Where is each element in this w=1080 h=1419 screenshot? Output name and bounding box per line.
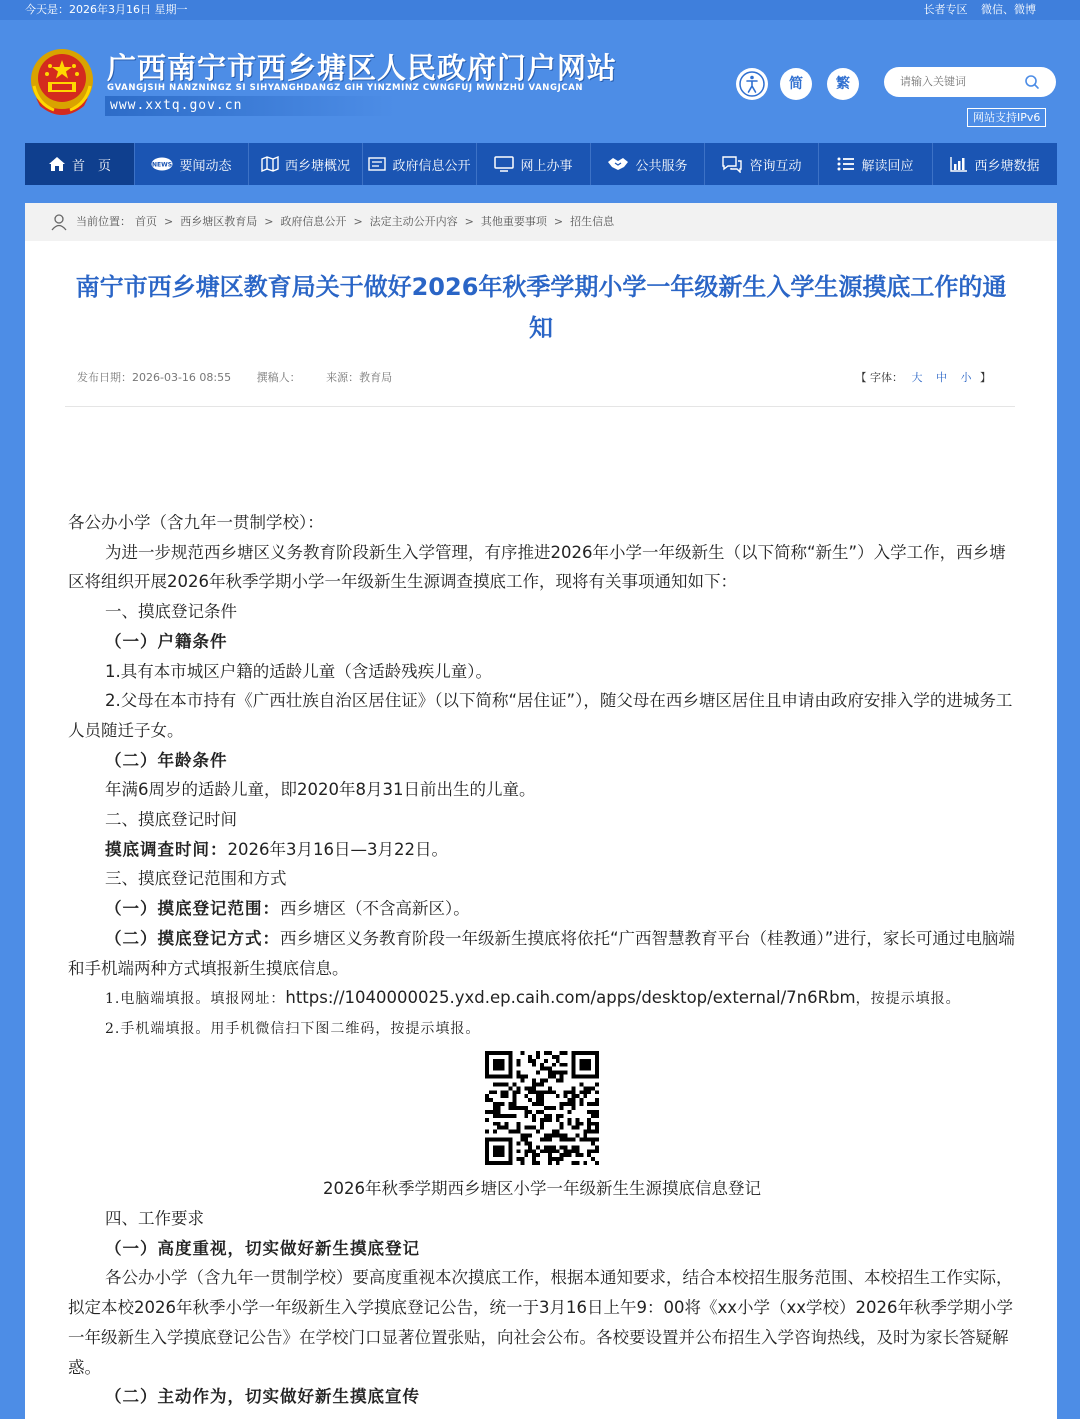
inline-label: 摸底调查时间：	[105, 839, 228, 859]
current-date: 今天是：2026年3月16日 星期一	[25, 3, 188, 16]
site-title-zhuang: GVANGJSIH NANZNINGZ SI SIHYANGHDANGZ GIH YINZMINZ CWNGFUJ MWNZHU VANGJCAN	[107, 83, 584, 93]
bar-chart-icon	[950, 156, 968, 172]
simplified-chinese-button[interactable]: 简	[780, 68, 812, 100]
source: 来源：教育局	[326, 371, 393, 384]
article-title: 南宁市西乡塘区教育局关于做好2026年秋季学期小学一年级新生入学生源摸底工作的通知	[75, 273, 1007, 342]
section-heading: 三、摸底登记范围和方式	[105, 869, 287, 889]
paragraph: 西乡塘区义务教育阶段一年级新生摸底将依托“广西智慧教育平台（桂教通）”进行，家长可通过电脑端和手机端两种方式填报新生摸底信息。	[68, 928, 1015, 978]
font-small-button[interactable]: 小	[960, 371, 972, 384]
breadcrumb-statutory-content[interactable]: 法定主动公开内容	[369, 215, 458, 228]
nav-item-interpretation[interactable]	[819, 143, 933, 185]
intro-paragraph: 为进一步规范西乡塘区义务教育阶段新生入学管理，有序推进2026年小学一年级新生（以下简称“新生”）入学工作，西乡塘区将组织开展2026年秋季学期小学一年级新生生源调查摸底工作，现将有关事项通知如下：	[68, 542, 1006, 592]
nav-label: 公共服务	[635, 158, 688, 174]
paragraph: 2.手机端填报。用手机微信扫下图二维码，按提示填报。	[105, 1020, 481, 1037]
font-size-switcher	[856, 369, 992, 385]
paragraph: 2.父母在本市持有《广西壮族自治区居住证》（以下简称“居住证”），随父母在西乡塘区居住且申请由政府安排入学的进城务工人员随迁子女。	[68, 691, 1013, 740]
nav-label: 首 页	[71, 158, 111, 174]
nav-item-consultation[interactable]	[705, 143, 819, 185]
font-size-label: 【 字体：	[855, 371, 903, 384]
inline-label: （一）摸底登记范围：	[105, 899, 280, 919]
paragraph: 1.具有本市城区户籍的适龄儿童（含适龄残疾儿童）。	[105, 661, 492, 681]
info-icon	[368, 156, 386, 172]
article-meta	[77, 369, 414, 385]
breadcrumb-prefix: 当前位置：	[76, 215, 131, 228]
author: 撰稿人：	[256, 371, 301, 384]
subsection-heading: （一）高度重视，切实做好新生摸底登记	[105, 1238, 420, 1258]
nav-label: 解读回应	[861, 158, 914, 174]
nav-item-news[interactable]	[135, 143, 249, 185]
font-medium-button[interactable]: 中	[936, 371, 947, 384]
paragraph: ，按提示填报。	[855, 991, 961, 1008]
traditional-chinese-button[interactable]: 繁	[827, 68, 859, 100]
nav-item-online-service[interactable]	[477, 143, 591, 185]
accessibility-icon	[736, 68, 768, 100]
qr-caption: 2026年秋季学期西乡塘区小学一年级新生生源摸底信息登记	[323, 1179, 761, 1199]
top-info-bar	[0, 0, 1080, 20]
nav-item-public-service[interactable]	[591, 143, 705, 185]
list-icon	[837, 156, 855, 172]
map-icon	[261, 156, 279, 172]
nav-item-home[interactable]	[25, 143, 135, 185]
paragraph: 西乡塘区（不含高新区）。	[280, 899, 470, 919]
inline-label: 1.电脑端填报。填报网址：	[105, 991, 286, 1008]
paragraph: 各公办小学（含九年一贯制学校）要高度重视本次摸底工作，根据本通知要求，结合本校招生服务范围、本校招生工作实际，拟定本校2026年秋季小学一年级新生入学摸底登记公告，统一于3月16日上午9：00将《xx小学（xx学校）2026年秋季学期小学一年级新生入学摸底登记公告》在学校门口显著位置张贴，向社会公布。各校要设置并公布招生入学咨询热线，及时为家长答疑解惑。	[68, 1268, 1014, 1377]
article-container	[25, 203, 1057, 1419]
salutation: 各公办小学（含九年一贯制学校）：	[68, 513, 324, 532]
qr-code-icon	[485, 1051, 599, 1165]
national-emblem-icon	[28, 46, 96, 118]
section-heading: 二、摸底登记时间	[105, 810, 237, 830]
handshake-icon	[607, 156, 629, 172]
subsection-heading: （二）主动作为，切实做好新生摸底宣传	[105, 1387, 420, 1407]
subsection-heading: （一）户籍条件	[105, 631, 228, 651]
home-icon	[48, 156, 66, 172]
nav-label: 西乡塘数据	[974, 158, 1040, 174]
registration-url-link[interactable]: https://1040000025.yxd.ep.caih.com/apps/desktop/external/7n6Rbm	[285, 988, 856, 1008]
news-icon	[151, 157, 173, 171]
section-heading: 四、工作要求	[105, 1209, 204, 1229]
main-nav	[25, 143, 1057, 185]
chat-icon	[721, 155, 743, 173]
paragraph: 年满6周岁的适龄儿童，即2020年8月31日前出生的儿童。	[105, 780, 536, 800]
font-large-button[interactable]: 大	[911, 371, 923, 384]
breadcrumb-other-matters[interactable]: 其他重要事项	[480, 215, 547, 228]
nav-item-overview[interactable]	[249, 143, 363, 185]
site-url: www.xxtq.gov.cn	[105, 96, 395, 116]
section-heading: 一、摸底登记条件	[105, 602, 237, 622]
nav-label: 咨询互动	[749, 158, 802, 174]
monitor-icon	[494, 156, 514, 172]
nav-label: 政府信息公开	[392, 158, 471, 174]
search-icon[interactable]	[1024, 74, 1040, 90]
elderly-zone-link[interactable]: 长者专区	[923, 3, 968, 16]
search-input[interactable]	[900, 74, 1020, 90]
breadcrumb-enrollment-info[interactable]: 招生信息	[570, 215, 615, 228]
svg-text:NEWS: NEWS	[152, 161, 173, 169]
nav-item-data[interactable]	[933, 143, 1057, 185]
site-title: 广西南宁市西乡塘区人民政府门户网站	[107, 51, 618, 85]
paragraph: 2026年3月16日—3月22日。	[227, 839, 448, 859]
nav-item-info-disclosure[interactable]	[363, 143, 477, 185]
nav-label: 网上办事	[520, 158, 573, 174]
font-size-close: 】	[980, 371, 991, 384]
nav-label: 要闻动态	[179, 158, 232, 174]
location-user-icon	[50, 213, 68, 231]
wechat-weibo-link[interactable]: 微信、微博	[981, 3, 1036, 16]
ipv6-badge: 网站支持IPv6	[967, 108, 1046, 127]
publish-date: 发布日期：2026-03-16 08:55	[77, 371, 232, 384]
inline-label: （二）摸底登记方式：	[105, 928, 280, 948]
nav-label: 西乡塘概况	[284, 158, 350, 174]
breadcrumb-info-disclosure[interactable]: 政府信息公开	[280, 215, 347, 228]
site-header	[0, 20, 1080, 140]
breadcrumb-home[interactable]: 首页	[135, 215, 157, 228]
breadcrumb: 当前位置： 首页 > 西乡塘区教育局 > 政府信息公开 > 法定主动公开内容 > 其他重要事项 > 招生信息	[25, 203, 1057, 241]
article-body	[68, 508, 1016, 1412]
search-box	[884, 67, 1056, 97]
accessibility-button[interactable]	[736, 68, 768, 100]
breadcrumb-education-bureau[interactable]: 西乡塘区教育局	[180, 215, 258, 228]
divider	[65, 406, 1015, 407]
qr-section	[68, 1045, 1016, 1175]
subsection-heading: （二）年龄条件	[105, 750, 228, 770]
